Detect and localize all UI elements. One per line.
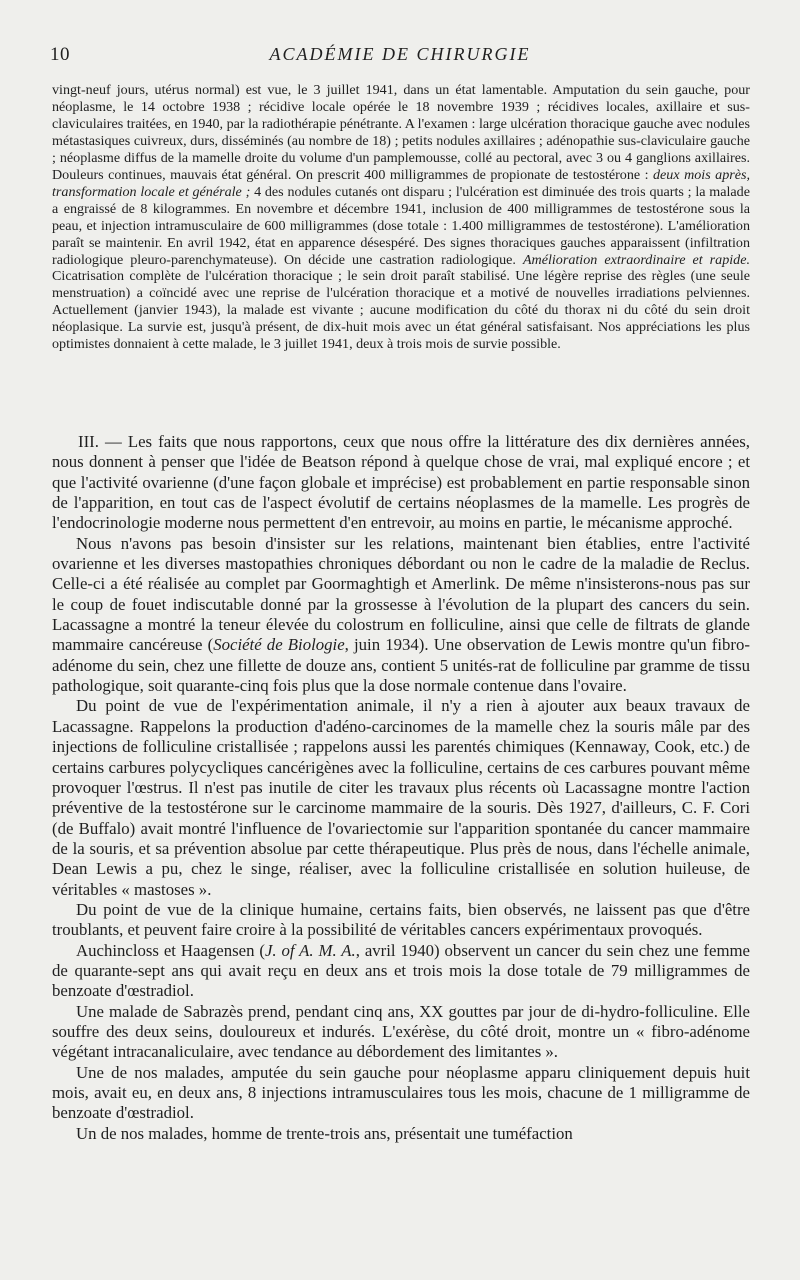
text-run: , juin 1934). Une observation de Lewis montre qu'un fibro-adénome du sein, chez une fillette de douze ans, contient 5 unités-rat de folliculine par gramme de tissu pathologique, soit quarante-cinq fois plus que la dose normale contenue dans l'ovaire.: [52, 635, 750, 696]
text-run: , avril 1940) observent un cancer du sein chez une femme de quarante-sept ans qui avait reçu en deux ans et trois mois la dose totale de 79 milligrammes de benzoate d'œstradiol.: [52, 940, 751, 1001]
page-number: 10: [50, 44, 70, 65]
paragraph: Du point de vue de l'expérimentation animale, il n'y a rien à ajouter aux beaux travaux de Lacassagne. Rappelons la production d'adéno-carcinomes de la mamelle chez la souris mâle par des injections de folliculine cristallisée ; rappelons aussi les parentés chimiques (Kennaway, Cook, etc.) de certains carbures polycycliques cancérigènes avec la folliculine, certains de ces carbures pouvant même provoquer l'œstrus. Il n'est pas inutile de citer les travaux plus récents où Lacassagne montre l'action préventive de la testostérone sur le carcinome mammaire de la souris. Dès 1927, d'ailleurs, C. F. Cori (de Buffalo) avait montré l'influence de l'ovariectomie sur l'apparition spontanée du cancer mammaire de la souris, et sa prévention absolue par cette thérapeutique. Plus près de nous, dans l'échelle animale, Dean Lewis a pu, chez le singe, réaliser, avec la folliculine cristallisée en solution huileuse, de véritables « mastoses ».: [52, 696, 750, 899]
case-report-paragraph: [52, 82, 750, 353]
text-run: vingt-neuf jours, utérus normal) est vue, le 3 juillet 1941, dans un état lamentable. Amputation du sein gauche, pour néoplasme, le 14 octobre 1938 ; récidive locale opérée le 18 novembre 1939 ; récidives locales, axillaire et sus-claviculaires traitées, en 1940, par la radiothérapie pénétrante. A l'examen : large ulcération thoracique gauche avec nodules métastasiques cuivreux, durs, disséminés (au nombre de 18) ; petits nodules axillaires ; adénopathie sus-claviculaire gauche ; néoplasme diffus de la mamelle droite du volume d'un pamplemousse, collé au pectoral, avec 3 ou 4 ganglions axillaires. Douleurs continues, mauvais état général. On prescrit 400 milligrammes de propionate de testostérone :: [52, 82, 750, 183]
paragraph: Une malade de Sabrazès prend, pendant cinq ans, XX gouttes par jour de di-hydro-folliculine. Elle souffre des deux seins, douloureux et indurés. L'exérèse, du côté droit, montre un « fibro-adénome végétant intracanaliculaire, avec tendance au débordement des limitantes ».: [52, 1001, 750, 1062]
paragraph: [52, 941, 750, 1002]
italic-run: deux mois après, transformation locale et générale ;: [52, 166, 750, 200]
paragraph: [52, 534, 750, 697]
italic-run: J. of A. M. A.: [264, 940, 356, 960]
text-run: Auchincloss et Haagensen (: [76, 940, 265, 960]
page-header: [50, 44, 750, 66]
paragraph: Un de nos malades, homme de trente-trois ans, présentait une tuméfaction: [76, 1123, 573, 1143]
text-run: 4 des nodules cutanés ont disparu ; l'ulcération est diminuée des trois quarts ; la malade a engraissé de 8 kilogrammes. En novembre et décembre 1941, inclusion de 400 milligrammes de testostérone sous la peau, et injection intramusculaire de 600 milligrammes (dose totale : 1.400 milligrammes de testostérone). L'amélioration paraît se maintenir. En avril 1942, état en apparence désespéré. Des signes thoraciques gauches apparaissent (infiltration radiologique pleuro-parenchymateuse). On décide une castration radiologique.: [52, 183, 750, 268]
italic-run: Amélioration extraordinaire et rapide.: [522, 251, 750, 268]
main-text-block: [52, 432, 750, 1144]
text-run: Nous n'avons pas besoin d'insister sur les relations, maintenant bien établies, entre l'activité ovarienne et les diverses mastopathies chroniques débordant ou non le cadre de la maladie de Reclus. Celle-ci a été réalisée au complet par Goormaghtigh et Amerlink. De même n'insisterons-nous pas sur le coup de fouet indiscutable donné par la grossesse à l'évolution de la plupart des cancers du sein. Lacassagne a montré la teneur élevée du colostrum en folliculine, ainsi que celle de filtrats de glande mammaire cancéreuse (: [52, 533, 750, 655]
italic-run: Société de Biologie: [213, 635, 345, 655]
text-run: Cicatrisation complète de l'ulcération thoracique ; le sein droit paraît stabilisé. Une légère reprise des règles (une seule menstruation) a coïncidé avec une reprise de l'ulcération thoracique et a motivé de nouvelles irradiations pelviennes. Actuellement (janvier 1943), la malade est vivante ; aucune modification du côté du thorax ni du côté du sein droit néoplasique. La survie est, jusqu'à présent, de dix-huit mois avec un état général satisfaisant. Nos appréciations les plus optimistes donnaient à cette malade, le 3 juillet 1941, deux à trois mois de survie possible.: [52, 268, 750, 353]
running-title: ACADÉMIE DE CHIRURGIE: [269, 44, 531, 64]
paragraph-section-iii: III. — Les faits que nous rapportons, ceux que nous offre la littérature des dix dernières années, nous donnent à penser que l'idée de Beatson répond à quelque chose de vrai, mal expliqué encore ; et que l'activité ovarienne (d'une façon globale et imprécise) est probablement en partie responsable sinon de l'apparition, en tout cas de l'aspect évolutif de certains néoplasmes de la mamelle. Les progrès de l'endocrinologie moderne nous permettent d'en entrevoir, au moins en partie, le mécanisme approché.: [52, 432, 750, 533]
case-report-block: [52, 82, 750, 353]
paragraph: Du point de vue de la clinique humaine, certains faits, bien observés, ne laissent pas que d'être troublants, et peuvent faire croire à la possibilité de véritables cancers expérimentaux provoqués.: [52, 899, 750, 940]
paragraph: Une de nos malades, amputée du sein gauche pour néoplasme apparu cliniquement depuis huit mois, avait eu, en deux ans, 8 injections intramusculaires tous les mois, chacune de 1 milligramme de benzoate d'œstradiol.: [52, 1062, 750, 1123]
